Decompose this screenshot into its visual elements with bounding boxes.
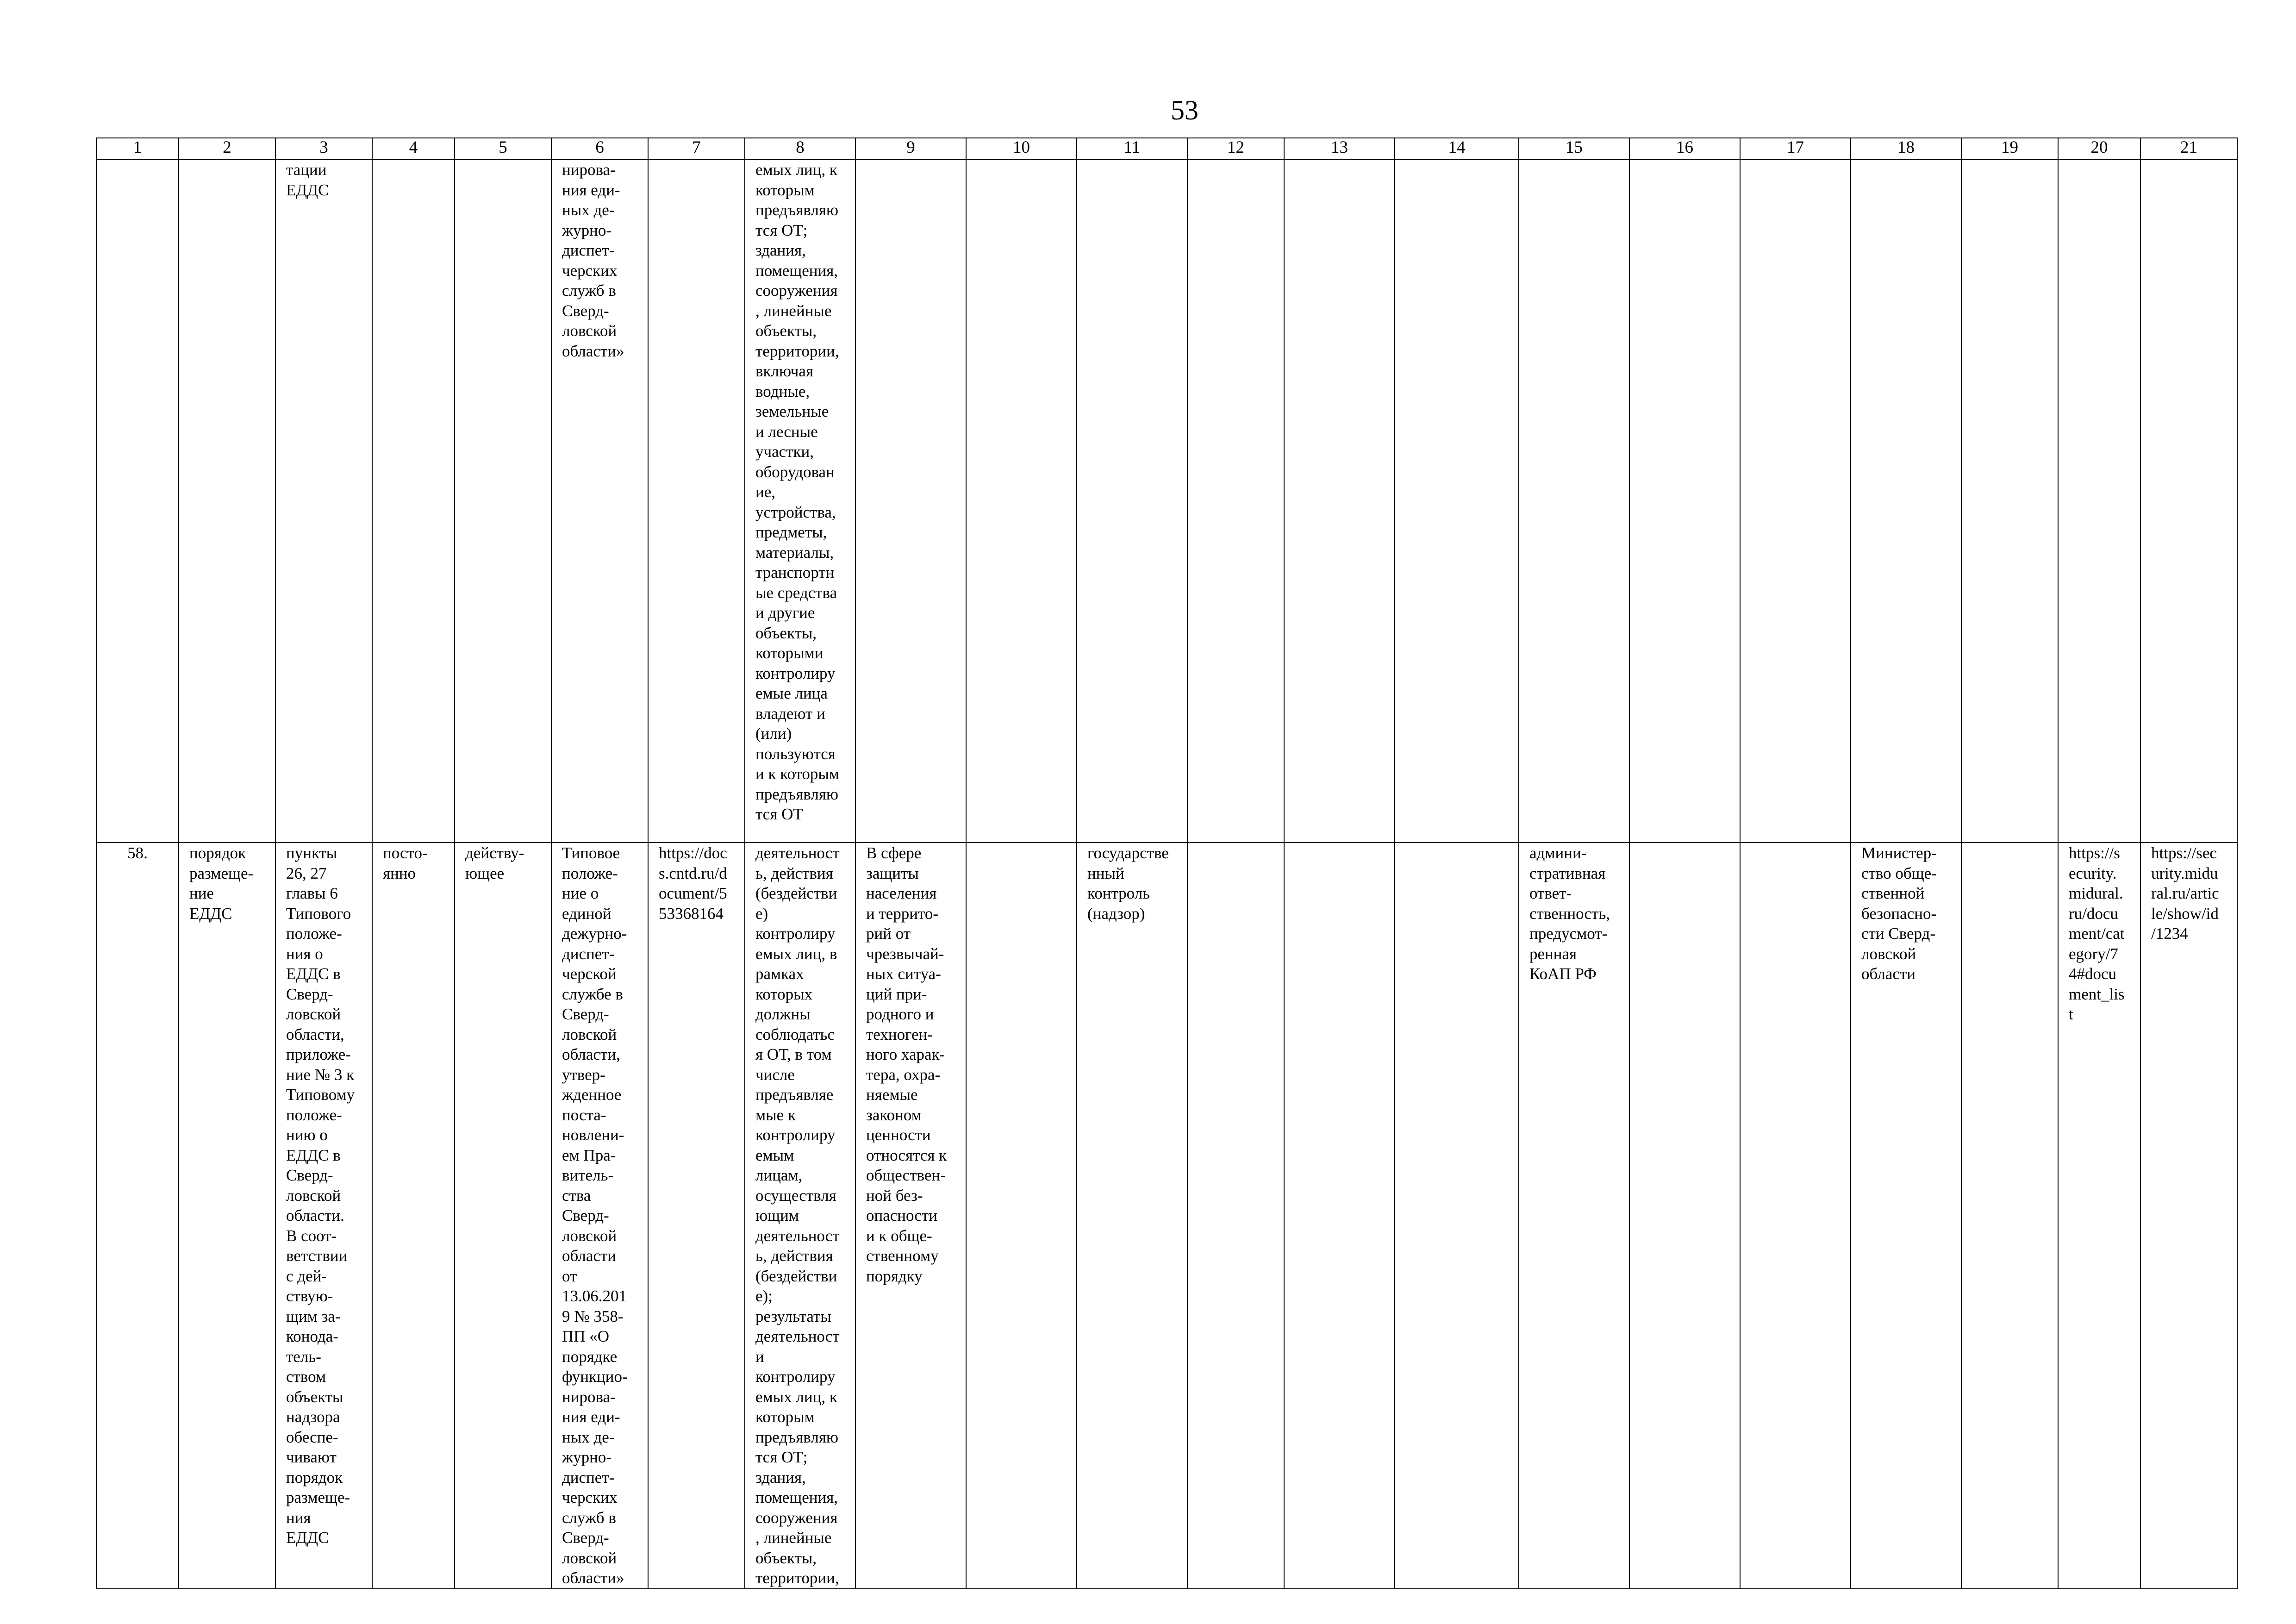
table-cell bbox=[966, 159, 1077, 843]
cell-link: https://s ecurity. midural. ru/docu ment/cat egory/7 4#docu ment_lis t bbox=[2069, 844, 2125, 1023]
cell-text: емых лиц, к которым предъявляю тся ОТ; здания, помещения, сооружения , линейные объекты, территории, включая водные, земельные и лесные участки, оборудован ие, устройства, предметы, материалы, транспортн ые средства и другие объекты, которыми контролиру емые лица владеют и (или) пользуются и к которым предъявляю тся ОТ bbox=[755, 161, 839, 823]
column-header: 18 bbox=[1851, 138, 1961, 159]
table-cell bbox=[96, 159, 179, 843]
column-header: 5 bbox=[455, 138, 551, 159]
table-cell bbox=[2058, 159, 2140, 843]
table-cell bbox=[855, 159, 966, 843]
cell-text: пункты 26, 27 главы 6 Типового положе- ния о ЕДДС в Сверд- ловской области, приложе- ние № 3 к Типовому положе- нию о ЕДДС в Сверд- ловской области. В соот- ветствии с дей- ствую- щим за- конода- тель- ством объекты надзора обеспе- чивают порядок размеще- ния ЕДДС bbox=[286, 844, 355, 1547]
column-header: 14 bbox=[1395, 138, 1519, 159]
cell-text: государстве нный контроль (надзор) bbox=[1087, 844, 1169, 923]
column-header: 3 bbox=[275, 138, 372, 159]
table-cell bbox=[1740, 159, 1851, 843]
column-header: 10 bbox=[966, 138, 1077, 159]
column-header: 20 bbox=[2058, 138, 2140, 159]
row-number: 58. bbox=[127, 844, 148, 862]
page-number: 53 bbox=[1171, 95, 1198, 125]
register-table bbox=[96, 137, 2238, 1589]
column-header: 16 bbox=[1629, 138, 1740, 159]
table-cell bbox=[745, 843, 855, 1589]
cell-text: порядок размеще- ние ЕДДС bbox=[189, 844, 254, 923]
column-header: 19 bbox=[1961, 138, 2058, 159]
cell-text: Министер- ство обще- ственной безопасно- сти Сверд- ловской области bbox=[1861, 844, 1937, 983]
table-cell bbox=[648, 159, 745, 843]
table-cell bbox=[1187, 159, 1284, 843]
table-row-continuation bbox=[96, 159, 2237, 843]
table-cell bbox=[1851, 843, 1961, 1589]
column-header: 13 bbox=[1284, 138, 1395, 159]
table-cell bbox=[1851, 159, 1961, 843]
cell-link: https://doc s.cntd.ru/d ocument/5 53368164 bbox=[659, 844, 727, 923]
cell-link: https://sec urity.midu ral.ru/artic le/show/id /1234 bbox=[2151, 844, 2219, 943]
table-row-58 bbox=[96, 843, 2237, 1589]
table-cell bbox=[1961, 159, 2058, 843]
cell-text: Типовое положе- ние о единой дежурно- диспет- черской службе в Сверд- ловской области, утвер- жденное поста- новлени- ем Пра- витель- ства Сверд- ловской области от 13.06.201 9 № 358- ПП «О порядке функцио- нирова- ния еди- ных де- журно- диспет- черских служб в Сверд- ловской области» bbox=[562, 844, 628, 1587]
table-cell bbox=[372, 159, 455, 843]
table-cell bbox=[745, 159, 855, 843]
table-cell bbox=[179, 159, 275, 843]
column-header: 11 bbox=[1077, 138, 1187, 159]
cell-text: действу- ющее bbox=[465, 844, 524, 882]
cell-text: нирова- ния еди- ных де- журно- диспет- черских служб в Сверд- ловской области» bbox=[562, 161, 624, 360]
table-cell bbox=[2140, 159, 2237, 843]
cell-text: админи- стративная ответ- ственность, предусмот- ренная КоАП РФ bbox=[1529, 844, 1610, 983]
table-cell bbox=[372, 843, 455, 1589]
table-cell bbox=[275, 843, 372, 1589]
table-cell bbox=[966, 843, 1077, 1589]
table-cell bbox=[1395, 843, 1519, 1589]
table-cell bbox=[2058, 843, 2140, 1589]
cell-text: посто- янно bbox=[383, 844, 428, 882]
column-header: 6 bbox=[551, 138, 648, 159]
table-cell bbox=[855, 843, 966, 1589]
table-cell bbox=[96, 843, 179, 1589]
table-cell bbox=[1187, 843, 1284, 1589]
column-header: 21 bbox=[2140, 138, 2237, 159]
table-cell bbox=[551, 843, 648, 1589]
column-header: 4 bbox=[372, 138, 455, 159]
table-cell bbox=[1077, 843, 1187, 1589]
table-cell bbox=[1740, 843, 1851, 1589]
column-number-row bbox=[96, 138, 2237, 159]
column-header: 12 bbox=[1187, 138, 1284, 159]
table-cell bbox=[1077, 159, 1187, 843]
cell-text: тации ЕДДС bbox=[286, 161, 329, 199]
table-cell bbox=[1961, 843, 2058, 1589]
table-cell bbox=[179, 843, 275, 1589]
column-header: 7 bbox=[648, 138, 745, 159]
table-cell bbox=[1629, 843, 1740, 1589]
table-cell bbox=[1395, 159, 1519, 843]
column-header: 1 bbox=[96, 138, 179, 159]
table-cell bbox=[1284, 159, 1395, 843]
column-header: 17 bbox=[1740, 138, 1851, 159]
table-cell bbox=[275, 159, 372, 843]
cell-text: В сфере защиты населения и террито- рий от чрезвычай- ных ситуа- ций при- родного и техноген- ного харак- тера, охра- няемые законом ценности относятся к обществен- ной без- опасности и к обще- ственному порядку bbox=[866, 844, 947, 1285]
column-header: 8 bbox=[745, 138, 855, 159]
table-cell bbox=[455, 843, 551, 1589]
table-cell bbox=[1629, 159, 1740, 843]
table-cell bbox=[1519, 159, 1629, 843]
cell-text: деятельност ь, действия (бездействи е) контролиру емых лиц, в рамках которых должны соблюдатьс я ОТ, в том числе предъявляе мые к контролиру емым лицам, осуществля ющим деятельност ь, действия (бездействи е); результаты деятельност и контролиру емых лиц, к которым предъявляю тся ОТ; здания, помещения, сооружения , линейные объекты, территории, bbox=[755, 844, 840, 1587]
column-header: 15 bbox=[1519, 138, 1629, 159]
table-cell bbox=[1519, 843, 1629, 1589]
table-cell bbox=[648, 843, 745, 1589]
table-cell bbox=[2140, 843, 2237, 1589]
table-cell bbox=[1284, 843, 1395, 1589]
column-header: 9 bbox=[855, 138, 966, 159]
table-cell bbox=[551, 159, 648, 843]
column-header: 2 bbox=[179, 138, 275, 159]
table-cell bbox=[455, 159, 551, 843]
